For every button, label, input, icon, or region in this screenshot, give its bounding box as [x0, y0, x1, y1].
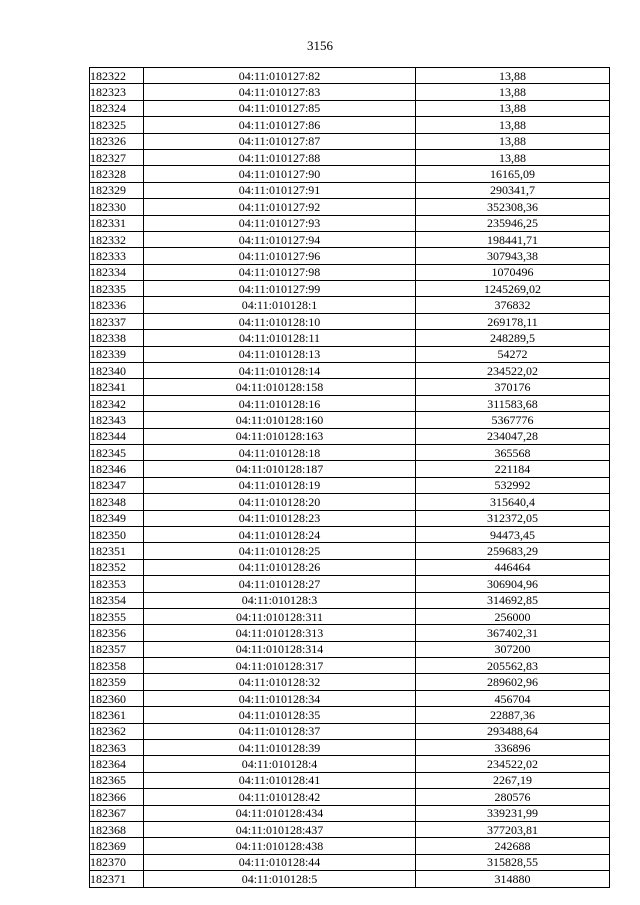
table-row	[90, 330, 610, 346]
cadastral-number-cell: 04:11:010128:26	[144, 559, 416, 575]
cadastral-value-cell: 367402,31	[416, 625, 610, 641]
row-number-cell: 182322	[90, 68, 144, 84]
cadastral-value-cell: 307943,38	[416, 248, 610, 264]
row-number-cell: 182371	[90, 871, 144, 887]
row-number-cell: 182327	[90, 149, 144, 165]
table-row	[90, 723, 610, 739]
row-number-cell: 182354	[90, 592, 144, 608]
row-number-cell: 182349	[90, 510, 144, 526]
cadastral-value-cell: 5367776	[416, 412, 610, 428]
table-row	[90, 117, 610, 133]
table-row	[90, 789, 610, 805]
table-row	[90, 412, 610, 428]
cadastral-number-cell: 04:11:010128:41	[144, 772, 416, 788]
cadastral-value-cell: 289602,96	[416, 674, 610, 690]
cadastral-number-cell: 04:11:010128:5	[144, 871, 416, 887]
row-number-cell: 182333	[90, 248, 144, 264]
cadastral-value-cell: 13,88	[416, 133, 610, 149]
table-row	[90, 740, 610, 756]
cadastral-number-cell: 04:11:010128:317	[144, 658, 416, 674]
cadastral-number-cell: 04:11:010128:1	[144, 297, 416, 313]
row-number-cell: 182348	[90, 494, 144, 510]
cadastral-value-cell: 339231,99	[416, 805, 610, 821]
row-number-cell: 182336	[90, 297, 144, 313]
cadastral-value-cell: 312372,05	[416, 510, 610, 526]
cadastral-value-cell: 365568	[416, 444, 610, 460]
page-number: 3156	[307, 38, 333, 53]
cadastral-value-cell: 314880	[416, 871, 610, 887]
cadastral-value-cell: 256000	[416, 608, 610, 624]
table-row	[90, 854, 610, 870]
cadastral-number-cell: 04:11:010128:34	[144, 690, 416, 706]
row-number-cell: 182332	[90, 231, 144, 247]
row-number-cell: 182346	[90, 461, 144, 477]
cadastral-number-cell: 04:11:010128:10	[144, 313, 416, 329]
cadastral-number-cell: 04:11:010127:92	[144, 199, 416, 215]
cadastral-number-cell: 04:11:010127:94	[144, 231, 416, 247]
table-row	[90, 477, 610, 493]
cadastral-value-cell: 2267,19	[416, 772, 610, 788]
row-number-cell: 182344	[90, 428, 144, 444]
cadastral-value-cell: 269178,11	[416, 313, 610, 329]
row-number-cell: 182342	[90, 395, 144, 411]
cadastral-value-cell: 242688	[416, 838, 610, 854]
cadastral-number-cell: 04:11:010127:90	[144, 166, 416, 182]
table-row	[90, 543, 610, 559]
cadastral-value-cell: 234047,28	[416, 428, 610, 444]
table-row	[90, 346, 610, 362]
cadastral-value-cell: 307200	[416, 641, 610, 657]
row-number-cell: 182328	[90, 166, 144, 182]
table-row	[90, 166, 610, 182]
cadastral-number-cell: 04:11:010128:27	[144, 576, 416, 592]
cadastral-value-cell: 13,88	[416, 100, 610, 116]
cadastral-number-cell: 04:11:010128:3	[144, 592, 416, 608]
table-row	[90, 641, 610, 657]
cadastral-number-cell: 04:11:010127:88	[144, 149, 416, 165]
row-number-cell: 182334	[90, 264, 144, 280]
row-number-cell: 182368	[90, 821, 144, 837]
row-number-cell: 182362	[90, 723, 144, 739]
cadastral-value-cell: 370176	[416, 379, 610, 395]
cadastral-value-cell: 205562,83	[416, 658, 610, 674]
table-row	[90, 215, 610, 231]
cadastral-number-cell: 04:11:010128:35	[144, 707, 416, 723]
row-number-cell: 182363	[90, 740, 144, 756]
table-row	[90, 625, 610, 641]
cadastral-value-cell: 456704	[416, 690, 610, 706]
row-number-cell: 182360	[90, 690, 144, 706]
table-row	[90, 264, 610, 280]
row-number-cell: 182335	[90, 281, 144, 297]
cadastral-number-cell: 04:11:010128:39	[144, 740, 416, 756]
cadastral-value-cell: 1245269,02	[416, 281, 610, 297]
table-row	[90, 281, 610, 297]
row-number-cell: 182325	[90, 117, 144, 133]
table-row	[90, 363, 610, 379]
table-row	[90, 690, 610, 706]
cadastral-number-cell: 04:11:010128:20	[144, 494, 416, 510]
table-row	[90, 838, 610, 854]
cadastral-value-cell: 280576	[416, 789, 610, 805]
cadastral-number-cell: 04:11:010128:4	[144, 756, 416, 772]
row-number-cell: 182370	[90, 854, 144, 870]
cadastral-value-cell: 13,88	[416, 117, 610, 133]
table-body	[90, 68, 610, 888]
cadastral-value-cell: 314692,85	[416, 592, 610, 608]
cadastral-number-cell: 04:11:010128:19	[144, 477, 416, 493]
cadastral-value-cell: 352308,36	[416, 199, 610, 215]
table-row	[90, 149, 610, 165]
cadastral-value-cell: 234522,02	[416, 363, 610, 379]
cadastral-number-cell: 04:11:010128:11	[144, 330, 416, 346]
cadastral-value-cell: 22887,36	[416, 707, 610, 723]
table-row	[90, 231, 610, 247]
row-number-cell: 182339	[90, 346, 144, 362]
row-number-cell: 182350	[90, 526, 144, 542]
cadastral-number-cell: 04:11:010127:87	[144, 133, 416, 149]
table-row	[90, 510, 610, 526]
row-number-cell: 182331	[90, 215, 144, 231]
cadastral-number-cell: 04:11:010128:314	[144, 641, 416, 657]
table-row	[90, 559, 610, 575]
row-number-cell: 182359	[90, 674, 144, 690]
row-number-cell: 182340	[90, 363, 144, 379]
cadastral-number-cell: 04:11:010128:18	[144, 444, 416, 460]
cadastral-value-table	[89, 67, 610, 888]
row-number-cell: 182337	[90, 313, 144, 329]
cadastral-value-cell: 1070496	[416, 264, 610, 280]
row-number-cell: 182341	[90, 379, 144, 395]
cadastral-number-cell: 04:11:010128:160	[144, 412, 416, 428]
row-number-cell: 182351	[90, 543, 144, 559]
row-number-cell: 182365	[90, 772, 144, 788]
cadastral-number-cell: 04:11:010127:85	[144, 100, 416, 116]
cadastral-value-cell: 16165,09	[416, 166, 610, 182]
cadastral-value-cell: 13,88	[416, 84, 610, 100]
cadastral-value-cell: 198441,71	[416, 231, 610, 247]
cadastral-number-cell: 04:11:010128:434	[144, 805, 416, 821]
table-row	[90, 248, 610, 264]
table-row	[90, 100, 610, 116]
cadastral-value-cell: 446464	[416, 559, 610, 575]
table-row	[90, 674, 610, 690]
cadastral-value-cell: 532992	[416, 477, 610, 493]
row-number-cell: 182330	[90, 199, 144, 215]
cadastral-value-cell: 377203,81	[416, 821, 610, 837]
cadastral-value-cell: 54272	[416, 346, 610, 362]
row-number-cell: 182345	[90, 444, 144, 460]
cadastral-value-cell: 234522,02	[416, 756, 610, 772]
table-row	[90, 395, 610, 411]
cadastral-value-cell: 94473,45	[416, 526, 610, 542]
table-row	[90, 68, 610, 84]
row-number-cell: 182356	[90, 625, 144, 641]
cadastral-value-cell: 248289,5	[416, 330, 610, 346]
table-row	[90, 756, 610, 772]
row-number-cell: 182357	[90, 641, 144, 657]
table-row	[90, 133, 610, 149]
cadastral-value-cell: 13,88	[416, 149, 610, 165]
cadastral-number-cell: 04:11:010128:163	[144, 428, 416, 444]
row-number-cell: 182326	[90, 133, 144, 149]
cadastral-number-cell: 04:11:010128:16	[144, 395, 416, 411]
cadastral-number-cell: 04:11:010128:438	[144, 838, 416, 854]
cadastral-number-cell: 04:11:010127:86	[144, 117, 416, 133]
cadastral-number-cell: 04:11:010127:96	[144, 248, 416, 264]
cadastral-value-cell: 315640,4	[416, 494, 610, 510]
row-number-cell: 182352	[90, 559, 144, 575]
cadastral-number-cell: 04:11:010128:23	[144, 510, 416, 526]
table-row	[90, 658, 610, 674]
table-row	[90, 576, 610, 592]
cadastral-number-cell: 04:11:010128:437	[144, 821, 416, 837]
table-row	[90, 526, 610, 542]
table-row	[90, 608, 610, 624]
cadastral-number-cell: 04:11:010127:93	[144, 215, 416, 231]
row-number-cell: 182343	[90, 412, 144, 428]
cadastral-number-cell: 04:11:010128:13	[144, 346, 416, 362]
table-row	[90, 182, 610, 198]
cadastral-value-cell: 306904,96	[416, 576, 610, 592]
cadastral-value-cell: 259683,29	[416, 543, 610, 559]
cadastral-value-cell: 13,88	[416, 68, 610, 84]
row-number-cell: 182323	[90, 84, 144, 100]
cadastral-number-cell: 04:11:010128:311	[144, 608, 416, 624]
cadastral-number-cell: 04:11:010128:158	[144, 379, 416, 395]
cadastral-value-cell: 235946,25	[416, 215, 610, 231]
cadastral-value-cell: 311583,68	[416, 395, 610, 411]
cadastral-number-cell: 04:11:010128:14	[144, 363, 416, 379]
cadastral-number-cell: 04:11:010128:313	[144, 625, 416, 641]
table-row	[90, 379, 610, 395]
row-number-cell: 182347	[90, 477, 144, 493]
table-row	[90, 461, 610, 477]
row-number-cell: 182366	[90, 789, 144, 805]
row-number-cell: 182353	[90, 576, 144, 592]
cadastral-value-cell: 290341,7	[416, 182, 610, 198]
table-row	[90, 428, 610, 444]
cadastral-number-cell: 04:11:010127:91	[144, 182, 416, 198]
row-number-cell: 182358	[90, 658, 144, 674]
cadastral-number-cell: 04:11:010127:99	[144, 281, 416, 297]
cadastral-number-cell: 04:11:010128:37	[144, 723, 416, 739]
cadastral-number-cell: 04:11:010128:44	[144, 854, 416, 870]
row-number-cell: 182324	[90, 100, 144, 116]
table-row	[90, 84, 610, 100]
cadastral-number-cell: 04:11:010128:25	[144, 543, 416, 559]
cadastral-value-cell: 376832	[416, 297, 610, 313]
cadastral-value-cell: 221184	[416, 461, 610, 477]
cadastral-value-cell: 315828,55	[416, 854, 610, 870]
row-number-cell: 182338	[90, 330, 144, 346]
table-row	[90, 297, 610, 313]
cadastral-number-cell: 04:11:010128:42	[144, 789, 416, 805]
table-row	[90, 199, 610, 215]
table-row	[90, 592, 610, 608]
row-number-cell: 182367	[90, 805, 144, 821]
row-number-cell: 182361	[90, 707, 144, 723]
table-row	[90, 707, 610, 723]
table-row	[90, 805, 610, 821]
cadastral-number-cell: 04:11:010127:98	[144, 264, 416, 280]
cadastral-number-cell: 04:11:010127:83	[144, 84, 416, 100]
cadastral-value-cell: 293488,64	[416, 723, 610, 739]
cadastral-number-cell: 04:11:010128:24	[144, 526, 416, 542]
table-row	[90, 494, 610, 510]
table-row	[90, 821, 610, 837]
cadastral-number-cell: 04:11:010127:82	[144, 68, 416, 84]
cadastral-number-cell: 04:11:010128:187	[144, 461, 416, 477]
cadastral-value-cell: 336896	[416, 740, 610, 756]
row-number-cell: 182364	[90, 756, 144, 772]
cadastral-number-cell: 04:11:010128:32	[144, 674, 416, 690]
table-row	[90, 444, 610, 460]
table-row	[90, 871, 610, 887]
table-row	[90, 313, 610, 329]
row-number-cell: 182329	[90, 182, 144, 198]
table-row	[90, 772, 610, 788]
row-number-cell: 182355	[90, 608, 144, 624]
row-number-cell: 182369	[90, 838, 144, 854]
